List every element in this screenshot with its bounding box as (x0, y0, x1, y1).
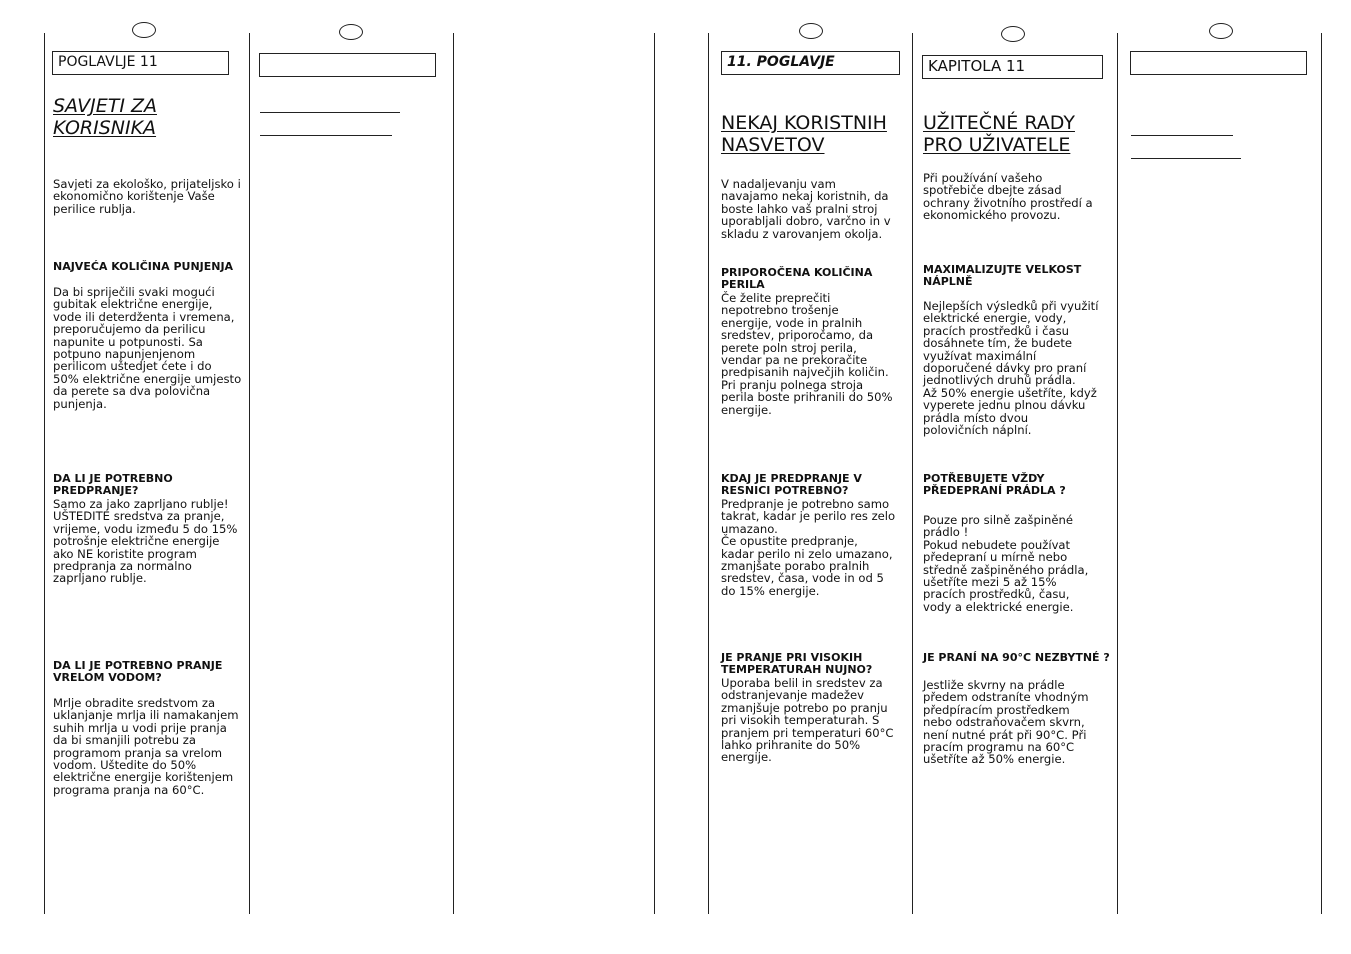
subheading: MAXIMALIZUJTE VELKOST NÁPLNĚ (923, 263, 1082, 289)
language-marker-oval (339, 24, 363, 40)
chapter-label: POGLAVLJE 11 (52, 51, 229, 75)
paragraph: Samo za jako zaprljano rublje! UŠTEDITE sredstva za pranje, vrijeme, vodu između 5 do 15% potrošnje električne energije ako NE koristite program predpranja za normalno zaprljano rublje. (53, 497, 238, 586)
column-divider (654, 33, 655, 914)
title-blank-line (260, 135, 392, 136)
section-title: NEKAJ KORISTNIH NASVETOV (721, 112, 887, 156)
language-marker-oval (1001, 26, 1025, 42)
intro-text: V nadaljevanju vam navajamo nekaj koristnih, da boste lahko vaš pralni stroj uporabljali dobro, varčno in v skladu z varovanjem okolja. (721, 177, 891, 241)
paragraph: Nejlepších výsledků při využití elektrické energie, vody, pracích prostředků i času dosáhnete tím, že budete využívat maximální doporučené dávky pro praní jednotlivých druhů prádla. Až 50% energie ušetříte, když vyperete jednu plnou dávku prádla místo dvou polovičních náplní. (923, 299, 1099, 438)
paragraph: Pouze pro silně zašpiněné prádlo ! Pokud nebudete používat předepraní u mírně nebo středně zašpiněného prádla, ušetříte mezi 5 až 15% pracích prostředků, času, vody a elektrické energie. (923, 513, 1089, 614)
paragraph: Da bi spriječili svaki mogući gubitak električne energije, vode ili deterdženta i vremena, preporučujemo da perilicu napunite u potpunosti. Sa potpuno napunjenjenom perilicom uštedjet ćete i do 50% električne energije umjesto da perete sa dva polovična punjenja. (53, 285, 242, 411)
intro-text: Savjeti za ekološko, prijateljsko i ekonomično korištenje Vaše perilice rublja. (53, 177, 241, 216)
paragraph: Predpranje je potrebno samo takrat, kadar je perilo res zelo umazano. Če opustite predpranje, kadar perilo ni zelo umazano, zmanjšate porabo pralnih sredstev, časa, vode in od 5 do 15% energije. (721, 497, 896, 598)
column-divider (1117, 33, 1118, 914)
language-marker-oval (1209, 23, 1233, 39)
subheading: DA LI JE POTREBNO PREDPRANJE? (53, 472, 173, 498)
language-marker-oval (799, 23, 823, 39)
subheading: DA LI JE POTREBNO PRANJE VRELOM VODOM? (53, 659, 223, 685)
section-title: UŽITEČNÉ RADY PRO UŽIVATELE (923, 112, 1075, 156)
subheading: JE PRANJE PRI VISOKIH TEMPERATURAH NUJNO? (721, 651, 873, 677)
column-divider (44, 33, 45, 914)
subheading: NAJVEĆA KOLIČINA PUNJENJA (53, 260, 234, 273)
subheading: KDAJ JE PREDPRANJE V RESNICI POTREBNO? (721, 472, 862, 498)
title-blank-line (1131, 158, 1241, 159)
paragraph: Jestliže skvrny na prádle předem odstraníte vhodným předpíracím prostředkem nebo odstraňovačem skvrn, není nutné prát při 90°C. Při pracím programu na 60°C ušetříte až 50% energie. (923, 678, 1089, 767)
intro-text: Při používání vašeho spotřebiče dbejte zásad ochrany životního prostředí a ekonomického provozu. (923, 171, 1093, 223)
chapter-label: KAPITOLA 11 (922, 55, 1103, 79)
title-blank-line (1131, 135, 1233, 136)
chapter-label: 11. POGLAVJE (721, 51, 900, 75)
subheading: JE PRANÍ NA 90°C NEZBYTNÉ ? (923, 651, 1110, 664)
title-blank-line (260, 112, 400, 113)
column-divider (912, 33, 913, 914)
chapter-label-empty (259, 53, 436, 77)
language-marker-oval (132, 22, 156, 38)
paragraph: Če želite preprečiti nepotrebno trošenje energije, vode in pralnih sredstev, priporočamo, da perete poln stroj perila, vendar pa ne prekoračite predpisanih največjih količin. Pri pranju polnega stroja perila boste prihranili do 50% energije. (721, 291, 893, 417)
chapter-label-empty (1130, 51, 1307, 75)
column-divider (249, 33, 250, 914)
column-divider (1321, 33, 1322, 914)
paragraph: Mrlje obradite sredstvom za uklanjanje mrlja ili namakanjem suhih mrlja u vodi prije pranja da bi smanjili potrebu za programom pranja sa vrelom vodom. Uštedite do 50% električne energije korištenjem programa pranja na 60°C. (53, 696, 239, 797)
paragraph: Uporaba belil in sredstev za odstranjevanje madežev zmanjšuje potrebo po pranju pri visokih temperaturah. S pranjem pri temperaturi 60°C lahko prihranite do 50% energije. (721, 676, 894, 765)
section-title: SAVJETI ZA KORISNIKA (53, 95, 157, 139)
column-divider (453, 33, 454, 914)
subheading: PRIPOROČENA KOLIČINA PERILA (721, 266, 873, 292)
subheading: POTŘEBUJETE VŽDY PŘEDEPRANÍ PRÁDLA ? (923, 472, 1066, 498)
column-divider (708, 33, 709, 914)
